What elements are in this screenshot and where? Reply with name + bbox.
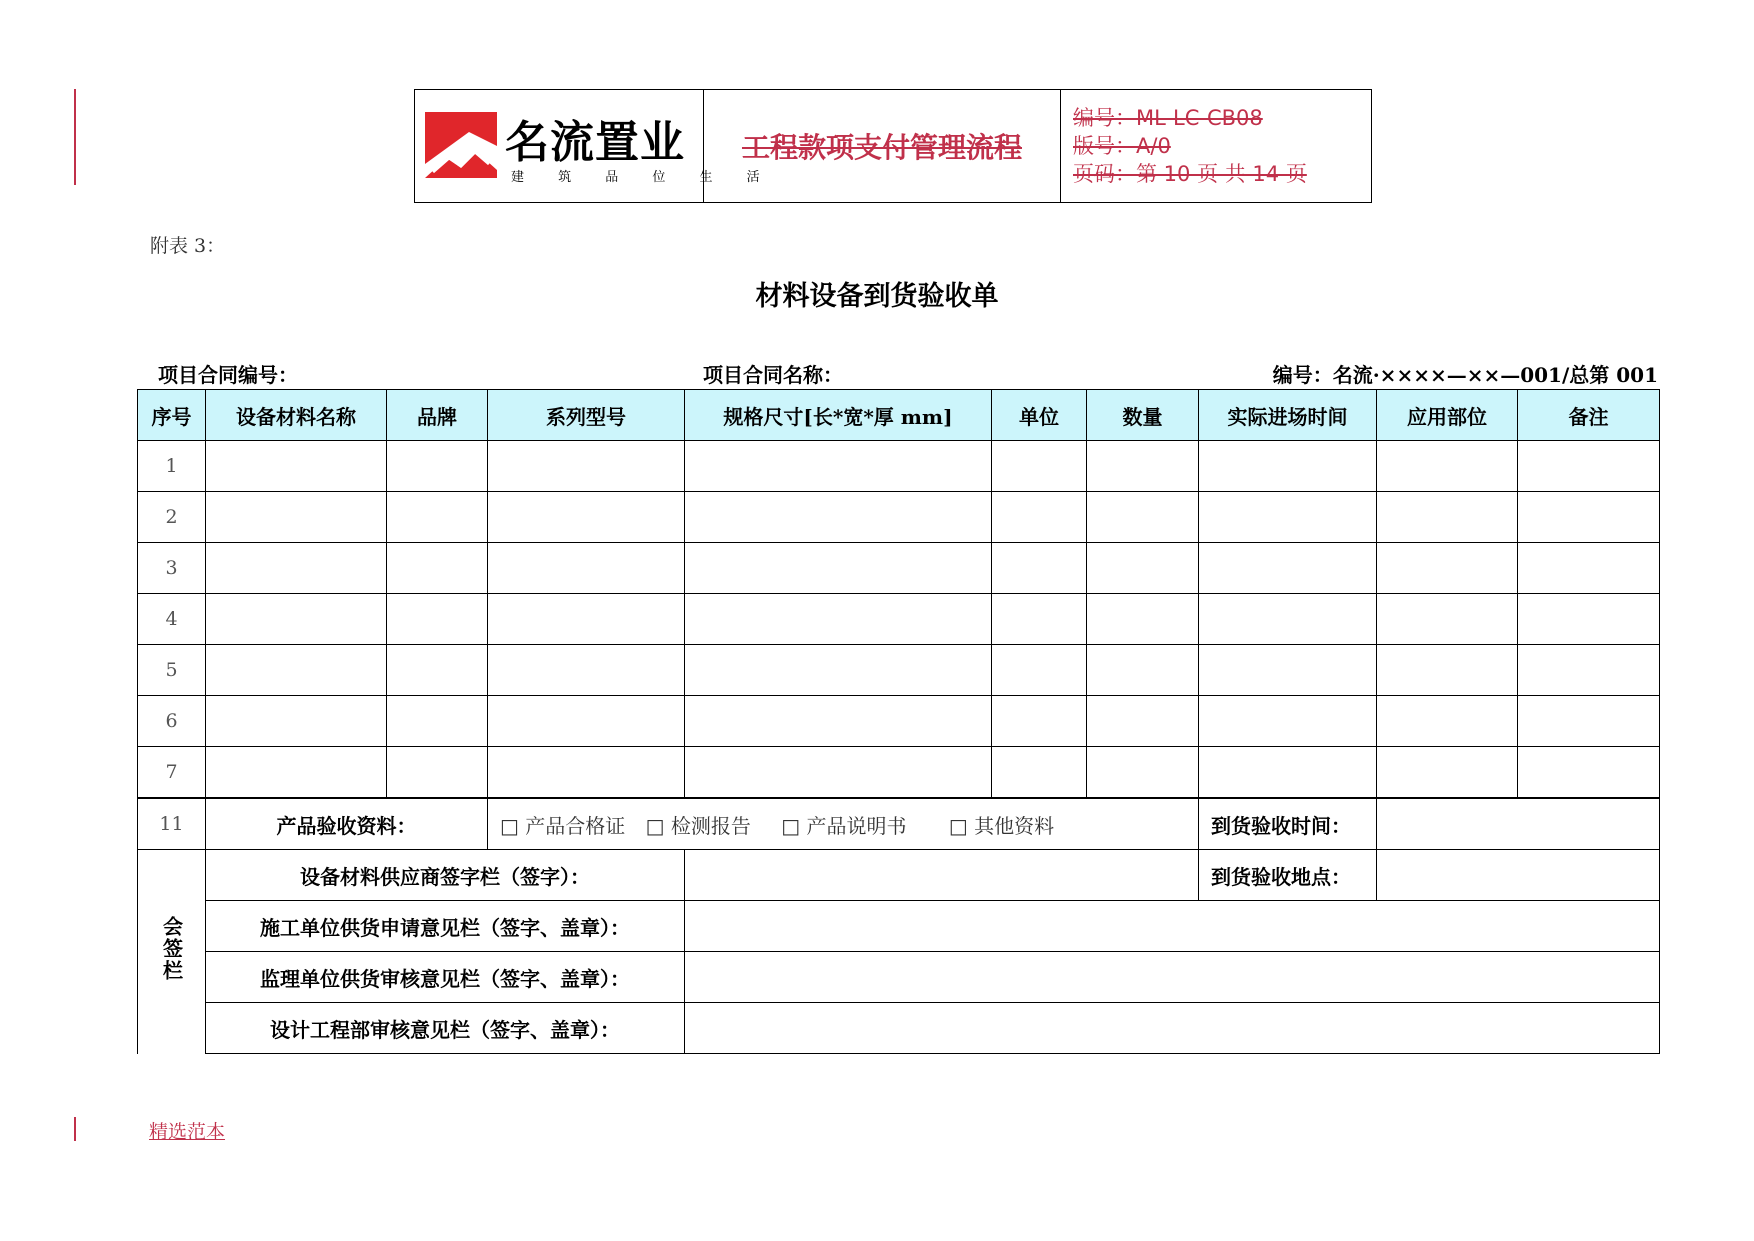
cell-name[interactable]: [206, 594, 387, 645]
contractor-sign-label: 施工单位供货申请意见栏（签字、盖章）：: [206, 901, 685, 952]
cell-name[interactable]: [206, 645, 387, 696]
option-manual-checkbox[interactable]: □ 产品说明书: [781, 813, 907, 838]
countersign-label: 会签栏: [138, 850, 206, 1054]
cell-unit[interactable]: [992, 441, 1087, 492]
cell-unit[interactable]: [992, 645, 1087, 696]
cell-brand[interactable]: [387, 594, 488, 645]
cell-brand[interactable]: [387, 747, 488, 799]
row-number: 6: [138, 696, 206, 747]
docs-row: [138, 798, 1660, 850]
design-sign-field[interactable]: [685, 1003, 1660, 1054]
cell-name[interactable]: [206, 747, 387, 799]
cell-name[interactable]: [206, 492, 387, 543]
cell-remark[interactable]: [1518, 696, 1660, 747]
supplier-sign-field[interactable]: [685, 850, 1199, 901]
supervisor-sign-label: 监理单位供货审核意见栏（签字、盖章）：: [206, 952, 685, 1003]
supervisor-sign-field[interactable]: [685, 952, 1660, 1003]
supervisor-row: [138, 952, 1660, 1003]
cell-location[interactable]: [1377, 594, 1518, 645]
cell-name[interactable]: [206, 696, 387, 747]
row-number: 1: [138, 441, 206, 492]
cell-model[interactable]: [488, 645, 685, 696]
cell-name[interactable]: [206, 441, 387, 492]
cell-remark[interactable]: [1518, 747, 1660, 799]
row-number: 3: [138, 543, 206, 594]
cell-model[interactable]: [488, 747, 685, 799]
acceptance-table: [137, 389, 1660, 1054]
cell-qty[interactable]: [1087, 492, 1199, 543]
cell-location[interactable]: [1377, 747, 1518, 799]
logo-tagline: 建 筑 品 位 生 活: [511, 170, 775, 185]
cell-location[interactable]: [1377, 645, 1518, 696]
appendix-label: 附表 3：: [150, 235, 226, 257]
cell-time[interactable]: [1199, 645, 1377, 696]
row-number: 7: [138, 747, 206, 799]
serial-number: 编号：名流·××××—××—001/总第 001: [1272, 363, 1658, 387]
cell-model[interactable]: [488, 543, 685, 594]
header-meta: [1061, 90, 1371, 202]
cell-size[interactable]: [685, 645, 992, 696]
cell-model[interactable]: [488, 441, 685, 492]
arrival-time-label: 到货验收时间：: [1199, 798, 1377, 850]
col-header-remark: 备注: [1518, 390, 1660, 441]
cell-qty[interactable]: [1087, 696, 1199, 747]
contractor-row: [138, 901, 1660, 952]
col-header-brand: 品牌: [387, 390, 488, 441]
arrival-place-label: 到货验收地点：: [1199, 850, 1377, 901]
cell-model[interactable]: [488, 594, 685, 645]
cell-qty[interactable]: [1087, 441, 1199, 492]
cell-remark[interactable]: [1518, 543, 1660, 594]
contract-no-label: 项目合同编号：: [158, 363, 298, 387]
cell-size[interactable]: [685, 747, 992, 799]
cell-qty[interactable]: [1087, 645, 1199, 696]
cell-brand[interactable]: [387, 696, 488, 747]
cell-time[interactable]: [1199, 747, 1377, 799]
margin-line-top: [74, 89, 76, 185]
cell-size[interactable]: [685, 492, 992, 543]
row-number: 5: [138, 645, 206, 696]
table-row: [138, 594, 1660, 645]
table-row: [138, 747, 1660, 799]
row-number: 11: [138, 798, 206, 850]
col-header-time: 实际进场时间: [1199, 390, 1377, 441]
supplier-sign-label: 设备材料供应商签字栏（签字）：: [206, 850, 685, 901]
col-header-model: 系列型号: [488, 390, 685, 441]
document-header: [414, 89, 1372, 203]
contract-name-label: 项目合同名称：: [703, 363, 843, 387]
cell-time[interactable]: [1199, 696, 1377, 747]
cell-location[interactable]: [1377, 543, 1518, 594]
page-title: 材料设备到货验收单: [755, 281, 999, 312]
arrival-place-field[interactable]: [1377, 850, 1660, 901]
footer-link[interactable]: 精选范本: [149, 1121, 226, 1143]
option-certificate-checkbox[interactable]: □ 产品合格证: [500, 813, 626, 838]
margin-line-bottom: [74, 1117, 76, 1141]
table-row: [138, 645, 1660, 696]
table-row: [138, 492, 1660, 543]
cell-remark[interactable]: [1518, 492, 1660, 543]
col-header-unit: 单位: [992, 390, 1087, 441]
cell-size[interactable]: [685, 441, 992, 492]
cell-brand[interactable]: [387, 645, 488, 696]
cell-location[interactable]: [1377, 696, 1518, 747]
option-other-checkbox[interactable]: □ 其他资料: [948, 813, 1055, 838]
logo-mark-icon: [425, 112, 497, 178]
cell-brand[interactable]: [387, 441, 488, 492]
cell-brand[interactable]: [387, 543, 488, 594]
cell-size[interactable]: [685, 543, 992, 594]
row-number: 4: [138, 594, 206, 645]
header-version: 版号：A/0: [1073, 134, 1171, 158]
col-header-location: 应用部位: [1377, 390, 1518, 441]
doc-options: [488, 798, 1199, 850]
col-header-name: 设备材料名称: [206, 390, 387, 441]
cell-unit[interactable]: [992, 543, 1087, 594]
cell-qty[interactable]: [1087, 594, 1199, 645]
cell-unit[interactable]: [992, 696, 1087, 747]
cell-unit[interactable]: [992, 492, 1087, 543]
col-header-no: 序号: [138, 390, 206, 441]
cell-name[interactable]: [206, 543, 387, 594]
cell-size[interactable]: [685, 696, 992, 747]
cell-qty[interactable]: [1087, 543, 1199, 594]
header-title: 工程款项支付管理流程: [704, 90, 1061, 202]
cell-unit[interactable]: [992, 594, 1087, 645]
contractor-sign-field[interactable]: [685, 901, 1660, 952]
cell-remark[interactable]: [1518, 594, 1660, 645]
cell-location[interactable]: [1377, 441, 1518, 492]
cell-qty[interactable]: [1087, 747, 1199, 799]
logo-name: 名流置业: [505, 117, 685, 168]
design-row: [138, 1003, 1660, 1054]
header-code: 编号：ML-LC-CB08: [1073, 106, 1263, 130]
cell-remark[interactable]: [1518, 645, 1660, 696]
cell-time[interactable]: [1199, 594, 1377, 645]
cell-model[interactable]: [488, 492, 685, 543]
header-page: 页码：第 10 页 共 14 页: [1073, 162, 1307, 186]
supplier-row: [138, 850, 1660, 901]
table-row: [138, 543, 1660, 594]
arrival-time-field[interactable]: [1377, 798, 1660, 850]
cell-location[interactable]: [1377, 492, 1518, 543]
cell-size[interactable]: [685, 594, 992, 645]
cell-brand[interactable]: [387, 492, 488, 543]
cell-time[interactable]: [1199, 492, 1377, 543]
row-number: 2: [138, 492, 206, 543]
cell-unit[interactable]: [992, 747, 1087, 799]
col-header-size: 规格尺寸[长*宽*厚 mm]: [685, 390, 992, 441]
docs-label: 产品验收资料：: [206, 798, 488, 850]
table-row: [138, 696, 1660, 747]
company-logo: [415, 90, 775, 202]
cell-time[interactable]: [1199, 543, 1377, 594]
design-sign-label: 设计工程部审核意见栏（签字、盖章）：: [206, 1003, 685, 1054]
cell-time[interactable]: [1199, 441, 1377, 492]
cell-model[interactable]: [488, 696, 685, 747]
table-row: [138, 441, 1660, 492]
table-header-row: [138, 390, 1660, 441]
option-test-report-checkbox[interactable]: □ 检测报告: [645, 813, 751, 838]
cell-remark[interactable]: [1518, 441, 1660, 492]
col-header-qty: 数量: [1087, 390, 1199, 441]
